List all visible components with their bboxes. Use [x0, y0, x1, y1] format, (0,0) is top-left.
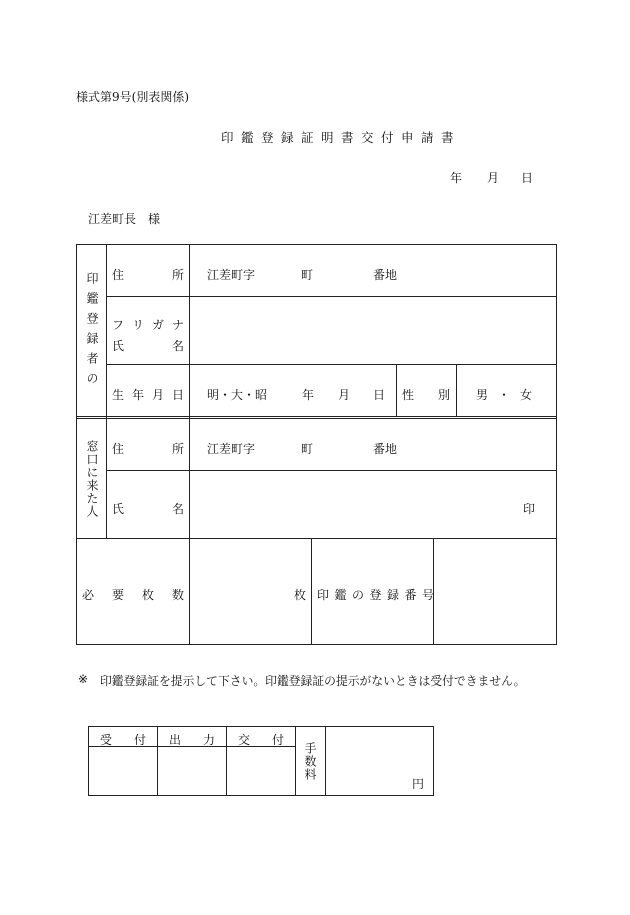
seal-mark: 印 — [523, 502, 536, 516]
registrant-address-town: 町 — [301, 268, 314, 282]
visitor-section-text: 窓口に来た人 — [85, 440, 99, 518]
fee-unit: 円 — [412, 777, 425, 791]
output-label: 出 力 — [169, 733, 215, 747]
notice-text: 印鑑登録証を提示して下さい。印鑑登録証の提示がないときは受付できません。 — [100, 674, 526, 688]
fee-label — [302, 742, 318, 781]
registrant-address-lot: 番地 — [373, 268, 398, 282]
addressee: 江差町長 様 — [88, 212, 161, 226]
copies-unit: 枚 — [294, 588, 307, 602]
registrant-section-text: 印鑑登録者の — [85, 272, 99, 392]
sex-options: 男・女 — [476, 388, 543, 402]
dob-day: 日 — [373, 388, 386, 402]
visitor-address-label: 住 所 — [112, 442, 184, 456]
form-title: 印鑑登録証明書交付申請書 — [221, 130, 462, 145]
date-year-label: 年 — [450, 171, 463, 185]
visitor-address-prefix: 江差町字 — [207, 442, 256, 456]
visitor-address-town: 町 — [301, 442, 314, 456]
dob-month: 月 — [338, 388, 351, 402]
fee-label-text: 手数料 — [303, 742, 317, 781]
registrant-section-label — [84, 272, 100, 392]
issued-label: 交 付 — [238, 733, 284, 747]
received-label: 受 付 — [100, 733, 146, 747]
date-month-label: 月 — [487, 171, 500, 185]
dob-era: 明・大・昭 — [207, 388, 268, 402]
copies-label: 必 要 枚 数 — [82, 588, 184, 602]
dob-label: 生 年 月 日 — [112, 388, 184, 402]
visitor-name-label: 氏 名 — [112, 502, 184, 516]
date-day-label: 日 — [521, 171, 534, 185]
registrant-address-label: 住 所 — [112, 268, 184, 282]
registrant-name-label: 氏 名 — [112, 339, 184, 353]
registrant-address-prefix: 江差町字 — [207, 268, 256, 282]
dob-year: 年 — [302, 388, 315, 402]
visitor-section-label — [84, 440, 100, 518]
sex-label: 性 別 — [402, 388, 450, 402]
registration-number-label: 印鑑の登録番号 — [317, 588, 440, 602]
form-number: 様式第9号(別表関係) — [76, 90, 189, 104]
furigana-label: フ リ ガ ナ — [112, 318, 184, 332]
visitor-address-lot: 番地 — [373, 442, 398, 456]
notice-mark: ※ — [78, 672, 89, 686]
